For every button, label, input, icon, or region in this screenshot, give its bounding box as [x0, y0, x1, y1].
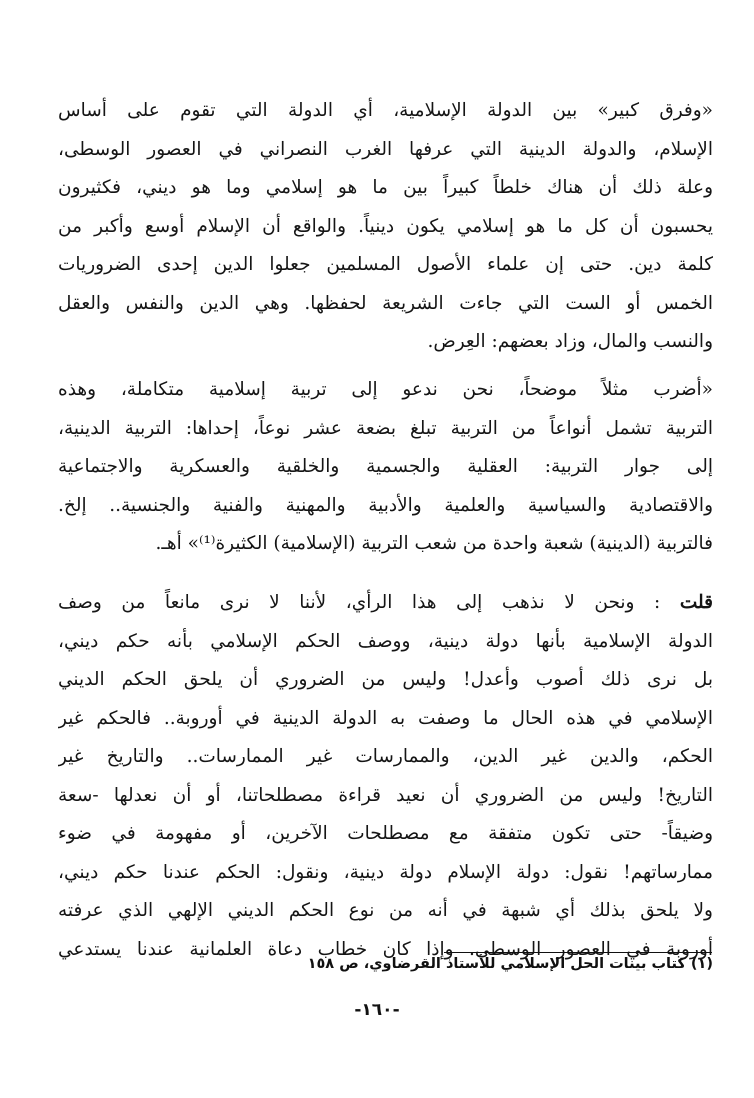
text-line-rest: : ونحن لا نذهب إلى هذا الرأي، لأننا لا نرى مانعاً من وصف: [58, 592, 661, 613]
text-line: أوروبة في العصور الوسطى. وإذا كان خطاب دعاة العلمانية عندنا يستدعي: [58, 938, 713, 960]
paragraph-3: [58, 584, 713, 969]
text-line: وعلة ذلك أن هناك خلطاً كبيراً بين ما هو إسلامي وما هو ديني، فكثيرون: [58, 177, 713, 198]
text-line: وضيقاً- حتى تكون متفقة مع مصطلحات الآخرين، أو مفهومة في ضوء: [58, 823, 713, 844]
paragraph-1: [58, 92, 713, 362]
footnote-separator: [444, 952, 712, 953]
text-line: بل نرى ذلك أصوب وأعدل! وليس من الضروري أن يلحق الحكم الديني: [58, 669, 713, 690]
text-line: التاريخ! وليس من الضروري أن نعيد قراءة مصطلحاتنا، أو أن نعدلها -سعة: [58, 784, 713, 806]
paragraph-2: [58, 371, 713, 564]
text-line: يحسبون أن كل ما هو إسلامي يكون دينياً. والواقع أن الإسلام أوسع وأكبر من: [58, 215, 713, 237]
page-number: -١٦٠-: [354, 1000, 400, 1020]
footnote: (١) كتاب بينات الحل الإسلامي للأستاذ القرضاوي، ص ١٥٨: [307, 956, 713, 972]
text-line: الإسلام، والدولة الدينية التي عرفها الغرب النصراني في العصور الوسطى،: [58, 138, 713, 160]
lead-word: قلت: [679, 592, 713, 613]
text-line: الخمس أو الست التي جاءت الشريعة لحفظها. وهي الدين والنفس والعقل: [58, 292, 713, 314]
text-line: الحكم، والدين غير الدين، والممارسات غير الممارسات.. والتاريخ غير: [58, 746, 713, 767]
text-line: ممارساتهم! نقول: دولة الإسلام دولة دينية، ونقول: الحكم عندنا حكم ديني،: [58, 861, 713, 883]
text-line: إلى جوار التربية: العقلية والجسمية والخلقية والعسكرية والاجتماعية: [58, 456, 713, 477]
text-line: فالتربية (الدينية) شعبة واحدة من شعب التربية (الإسلامية) الكثيرة⁽¹⁾» أهـ.: [155, 533, 713, 554]
text-line-first: [58, 584, 713, 623]
text-line: والنسب والمال، وزاد بعضهم: العِرض.: [427, 331, 713, 352]
text-line: التربية تشمل أنواعاً من التربية تبلغ بضعة عشر نوعاً، إحداها: التربية الدينية،: [58, 417, 713, 439]
text-line: الدولة الإسلامية بأنها دولة دينية، ووصف الحكم الإسلامي بأنه حكم ديني،: [58, 630, 713, 652]
text-line: الإسلامي في هذه الحال ما وصفت به الدولة الدينية في أوروبة.. فالحكم غير: [58, 707, 713, 729]
text-line: «وفرق كبير» بين الدولة الإسلامية، أي الدولة التي تقوم على أساس: [58, 100, 713, 121]
text-line: ولا يلحق بذلك أي شبهة في أنه من نوع الحكم الديني الإلهي الذي عرفته: [58, 900, 713, 921]
text-line: «أضرب مثلاً موضحاً، نحن ندعو إلى تربية إسلامية متكاملة، وهذه: [58, 379, 713, 400]
text-line: كلمة دين. حتى إن علماء الأصول المسلمين جعلوا الدين إحدى الضروريات: [58, 254, 713, 275]
text-line: والاقتصادية والسياسية والعلمية والأدبية والمهنية والفنية والجنسية.. إلخ.: [58, 494, 713, 516]
